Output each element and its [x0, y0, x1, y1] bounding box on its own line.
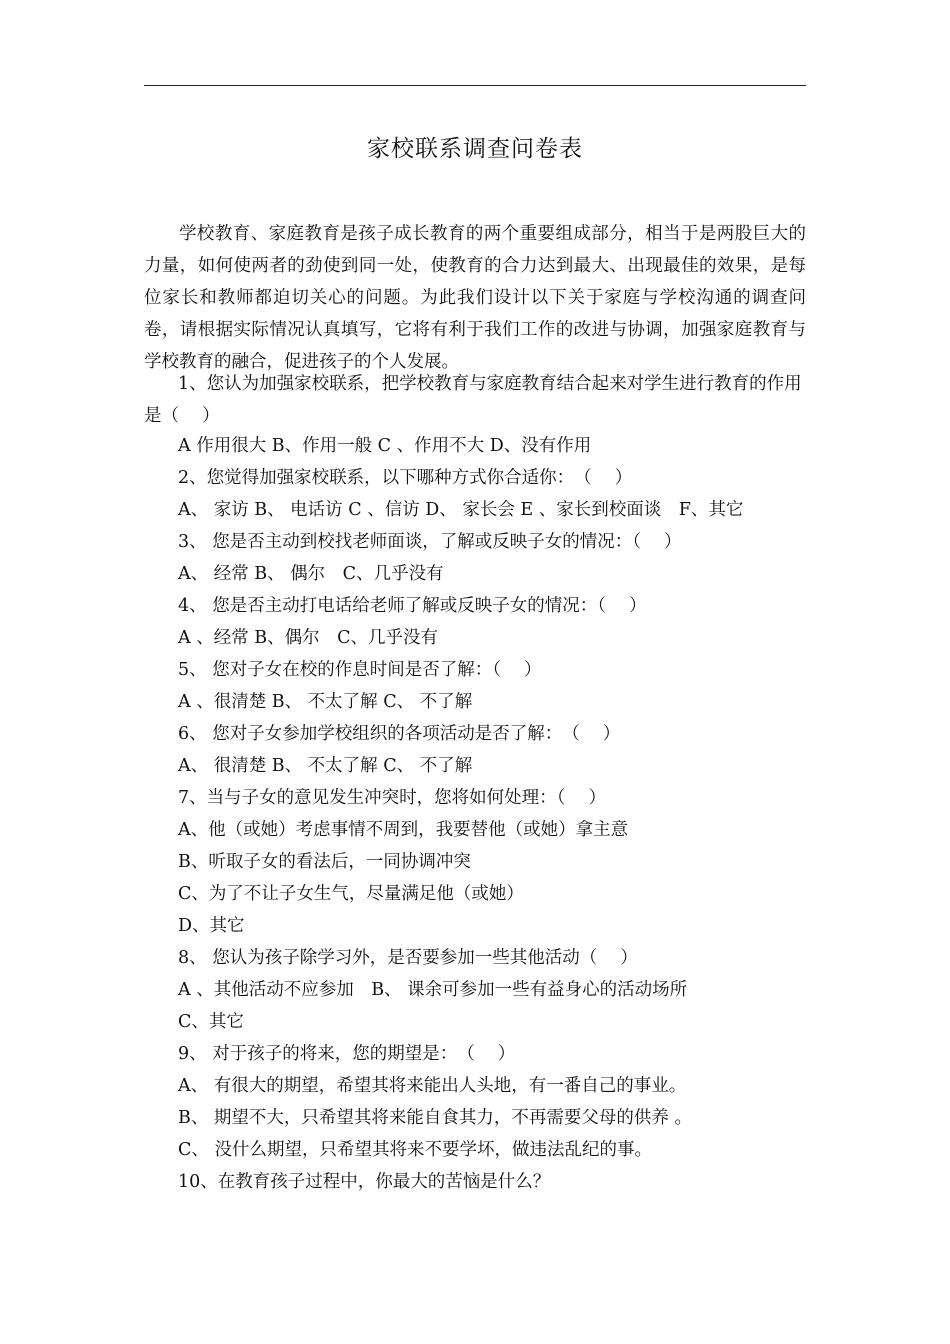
question-9-option-a: A、 有很大的期望，希望其将来能出人头地，有一番自己的事业。	[178, 1076, 687, 1096]
intro-paragraph: 学校教育、家庭教育是孩子成长教育的两个重要组成部分，相当于是两股巨大的力量，如何使两者的劲使到同一处，使教育的合力达到最大、出现最佳的效果，是每位家长和教师都迫切关心的问题。为此我们设计以下关于家庭与学校沟通的调查问卷，请根据实际情况认真填写，它将有利于我们工作的改进与协调，加强家庭教育与学校教育的融合，促进孩子的个人发展。	[144, 224, 806, 372]
question-9-option-b: B、 期望不大，只希望其将来能自食其力，不再需要父母的供养 。	[178, 1108, 692, 1128]
question-7-option-a: A、他（或她）考虑事情不周到，我要替他（或她）拿主意	[178, 820, 629, 840]
question-4: 4、 您是否主动打电话给老师了解或反映子女的情况：（ ）	[178, 596, 647, 616]
question-3-options: A、 经常 B、 偶尔 C、几乎没有	[178, 564, 444, 584]
question-5: 5、 您对子女在校的作息时间是否了解：（ ）	[178, 660, 542, 680]
question-2: 2、您觉得加强家校联系，以下哪种方式你合适你： （ ）	[178, 468, 633, 488]
document-title: 家校联系调查问卷表	[367, 136, 583, 162]
question-8: 8、 您认为孩子除学习外，是否要参加一些其他活动（ ）	[178, 948, 638, 968]
question-6: 6、 您对子女参加学校组织的各项活动是否了解： （ ）	[178, 724, 621, 744]
question-2-options: A、 家访 B、 电话访 C 、信访 D、 家长会 E 、家长到校面谈 F、其它	[178, 500, 744, 520]
question-5-options: A 、很清楚 B、 不太了解 C、 不了解	[178, 692, 473, 712]
question-10: 10、在教育孩子过程中，你最大的苦恼是什么？	[178, 1172, 551, 1192]
question-8-options: A 、其他活动不应参加 B、 课余可参加一些有益身心的活动场所	[178, 980, 688, 1000]
question-4-options: A 、经常 B、偶尔 C、几乎没有	[178, 628, 439, 648]
question-6-options: A、 很清楚 B、 不太了解 C、 不了解	[178, 756, 473, 776]
question-7: 7、当与子女的意见发生冲突时，您将如何处理：（ ）	[178, 788, 606, 808]
question-7-option-d: D、其它	[178, 916, 245, 936]
question-7-option-b: B、听取子女的看法后，一同协调冲突	[178, 852, 471, 872]
question-1: 1、您认为加强家校联系，把学校教育与家庭教育结合起来对学生进行教育的作用是（ ）	[144, 374, 802, 426]
question-7-option-c: C、为了不让子女生气，尽量满足他（或她）	[178, 884, 524, 904]
question-3: 3、 您是否主动到校找老师面谈，了解或反映子女的情况：（ ）	[178, 532, 682, 552]
question-9: 9、 对于孩子的将来，您的期望是： （ ）	[178, 1044, 516, 1064]
question-1-options: A 作用很大 B、作用一般 C 、作用不大 D、没有作用	[178, 436, 592, 456]
header-rule	[144, 85, 806, 86]
question-9-option-c: C、 没什么期望，只希望其将来不要学坏，做违法乱纪的事。	[178, 1140, 652, 1160]
question-8-option-c: C、其它	[178, 1012, 244, 1032]
